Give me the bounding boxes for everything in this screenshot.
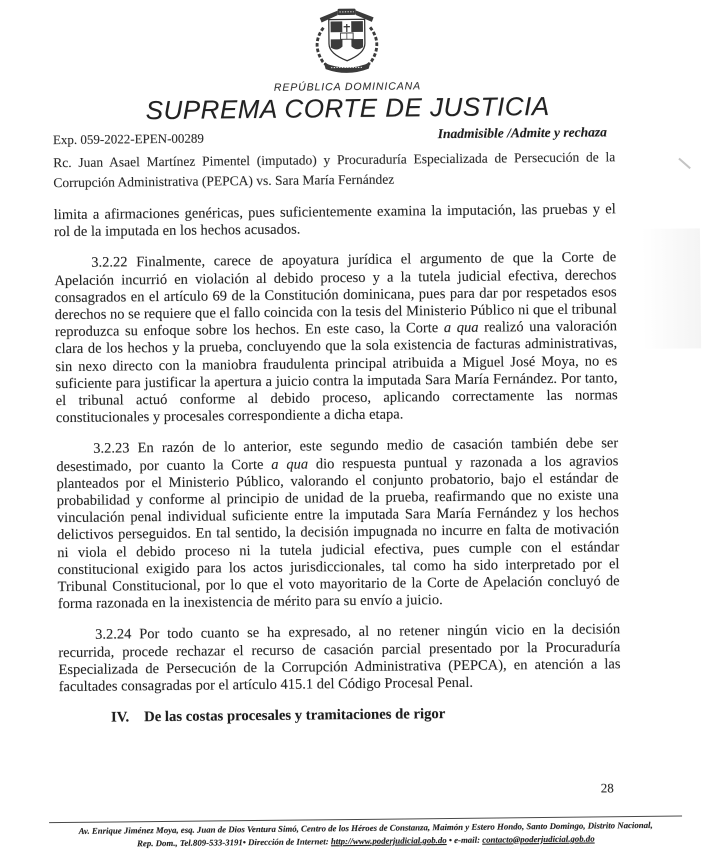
section-heading <box>111 704 621 726</box>
document-body <box>54 201 621 696</box>
case-meta <box>53 124 616 192</box>
case-parties: Rc. Juan Asael Martínez Pimentel (imputado) y Procuraduría Especializada de Persecución de la Corrupción Administrativa (PEPCA) vs. Sara María Fernández <box>53 147 615 192</box>
body-paragraph: 3.2.23 En razón de lo anterior, este segundo medio de casación también debe ser desestimado, por cuanto la Corte a qua dio respuesta puntual y razonada a los agravios planteados por el Ministerio Público, valorando el conjunto probatorio, bajo el estándar de probabilidad y conforme al principio de unidad de la prueba, reafirmando que no existe una vinculación penal individual suficiente entre la imputada Sara María Fernández y los hechos delictivos perseguidos. En tal sentido, la decisión impugnada no incurre en falta de motivación ni viola el debido proceso ni la tutela judicial efectiva, pues cumple con el estándar constitucional exigido para los actos jurisdiccionales, tal como ha sido interpretado por el Tribunal Constitucional, por lo que el voto mayoritario de la Corte de Apelación concluyó de forma razonada en la inexistencia de mérito para su envío a juicio. <box>56 436 620 614</box>
dominican-coat-of-arms-icon <box>291 5 404 76</box>
email-link[interactable]: contacto@poderjudicial.gob.do <box>482 833 594 844</box>
footer <box>49 816 682 851</box>
body-paragraph: 3.2.24 Por todo cuanto se ha expresado, al no retener ningún vicio en la decisión recurrida, procede rechazar el recurso de casación parcial presentado por la Procuraduría Especializada de Persecución de la Corrupción Administrativa (PEPCA), en atención a las facultades consagradas por el artículo 415.1 del Código Procesal Penal. <box>58 622 621 697</box>
footer-contact-prefix: Rep. Dom., Tel.809-533-3191• Dirección de Internet: <box>137 836 331 848</box>
body-paragraph: limita a afirmaciones genéricas, pues suficientemente examina la imputación, las pruebas y el rol de la imputada en los hechos acusados. <box>54 201 616 241</box>
court-title: SUPREMA CORTE DE JUSTICIA <box>0 89 699 127</box>
scan-artifact <box>679 158 691 169</box>
section-title: De las costas procesales y tramitaciones de rigor <box>144 706 445 725</box>
section-numeral: IV. <box>111 710 129 726</box>
page-number: 28 <box>601 780 614 796</box>
footer-address-line1: Av. Enrique Jiménez Moya, esq. Juan de Dios Ventura Simó, Centro de los Héroes de Constanza, Maimón y Estero Hondo, Santo Domingo, Distrito Nacional, <box>49 819 682 838</box>
letterhead <box>0 0 698 82</box>
footer-email-label: • e-mail: <box>447 834 483 844</box>
ruling-note: Inadmisible /Admite y rechaza <box>53 124 615 146</box>
website-link[interactable]: http://www.poderjudicial.gob.do <box>331 835 447 846</box>
country-label: REPÚBLICA DOMINICANA <box>0 77 698 96</box>
body-paragraph: 3.2.22 Finalmente, carece de apoyatura jurídica el argumento de que la Corte de Apelación incurrió en violación al debido proceso y a la tutela judicial efectiva, derechos consagrados en el artículo 69 de la Constitución dominicana, pues para dar por respetados esos derechos no se requiere que el fallo coincida con la tesis del Ministerio Público ni que el tribunal reproduzca su enfoque sobre los hechos. En este caso, la Corte a qua realizó una valoración clara de los hechos y la prueba, concluyendo que la sola existencia de facturas administrativas, sin nexo directo con la maniobra fraudulenta principal atribuida a Miguel José Moya, no es suficiente para justificar la apertura a juicio contra la imputada Sara María Fernández. Por tanto, el tribunal actuó conforme al debido proceso, aplicando correctamente las normas constitucionales y procesales correspondiente a dicha etapa. <box>54 250 618 428</box>
case-number: Exp. 059-2022-EPEN-00289 <box>53 126 615 148</box>
scan-smudge <box>642 228 701 349</box>
